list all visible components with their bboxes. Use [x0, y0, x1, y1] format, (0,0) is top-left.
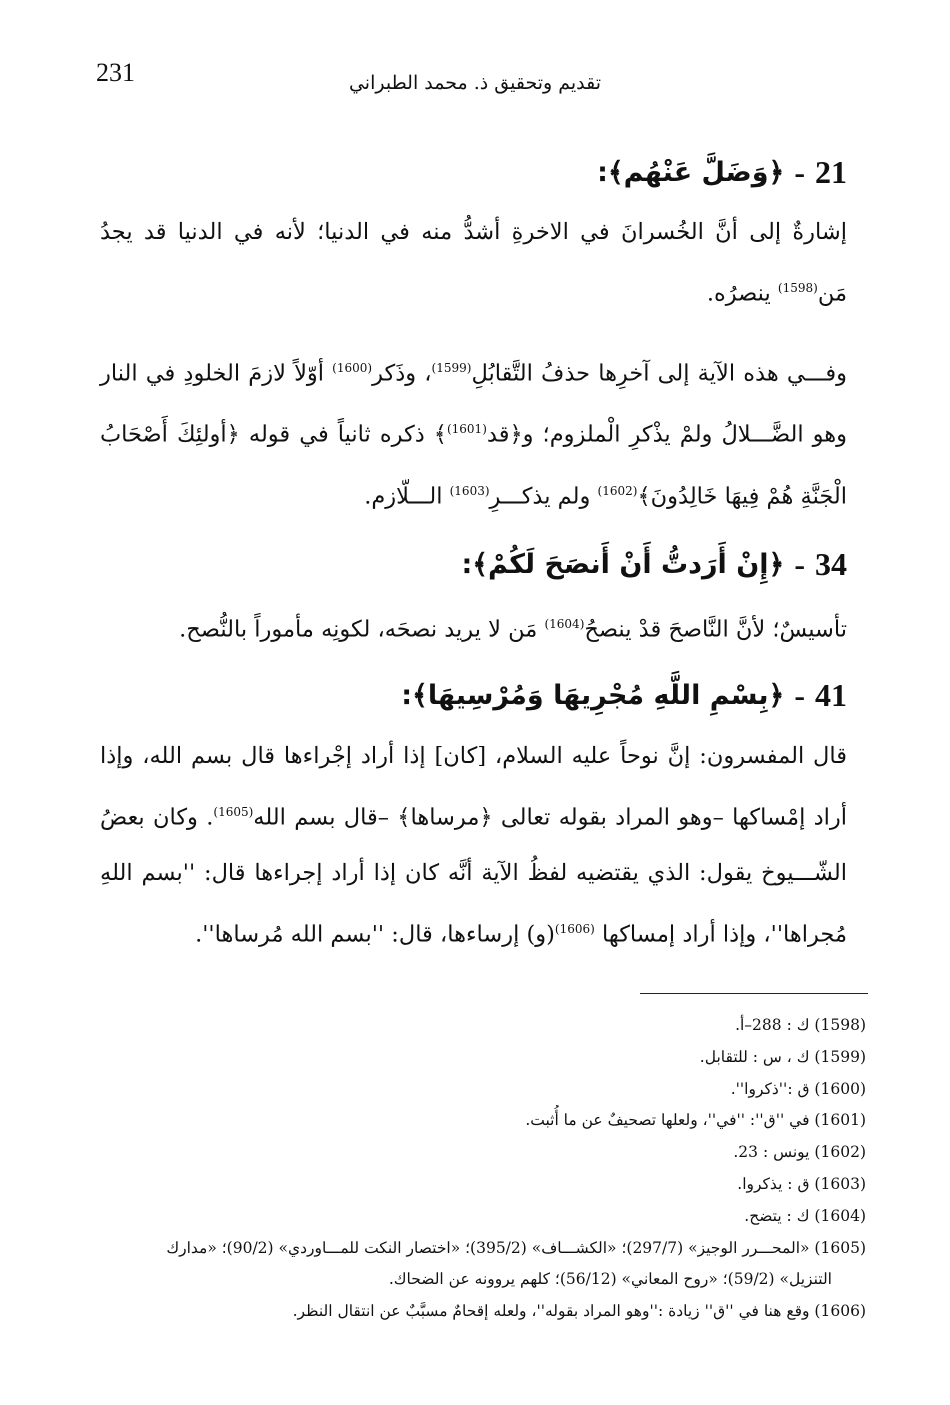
- footnotes: [80, 1010, 866, 1328]
- main-text: [100, 140, 847, 963]
- running-header: تقديم وتحقيق ذ. محمد الطبراني: [348, 72, 602, 94]
- footnote: [80, 1296, 866, 1328]
- commentary-paragraph: [100, 204, 847, 322]
- footnote: [80, 1010, 866, 1042]
- footnote: [80, 1105, 866, 1137]
- verse-number: 41: [815, 677, 847, 713]
- paragraph-text: ينصرُه.: [706, 280, 778, 307]
- verse-dash: -: [794, 677, 805, 713]
- verse-dash: -: [794, 153, 805, 190]
- footnote-ref[interactable]: (1603): [449, 483, 490, 498]
- paragraph-text: مَن لا يريد نصحَه، لكونِه مأموراً بالنُّصح.: [179, 616, 545, 643]
- footnote-ref[interactable]: (1602): [597, 483, 638, 498]
- paragraph-text: (و) إرساءها، قال: ''بسم الله مُرساها''.: [195, 921, 555, 948]
- paragraph-text: تأسيسٌ؛ لأنَّ النَّاصحَ قدْ ينصحُ: [584, 616, 847, 643]
- footnote-text: «المحـــرر الوجيز» (297/7)؛ «الكشـــاف» (395/2)؛ «اختصار النكت للمـــاوردي» (90/2)؛ «مدارك: [166, 1238, 815, 1257]
- paragraph-text: مَن: [817, 280, 847, 307]
- verse-number: 34: [815, 545, 847, 582]
- paragraph-text: الـــلّازم.: [364, 483, 450, 509]
- footnote-text: ك : 288–أ.: [735, 1016, 815, 1034]
- footnote-text: يونس : 23.: [733, 1143, 815, 1162]
- verse-quote: ﴿إِنْ أَرَدتُّ أَنْ أَنصَحَ لَكُمْ﴾:: [461, 548, 785, 580]
- paragraph-text: . وكان بعضُ الشّـــيوخ يقول: الذي يقتضيه لفظُ الآية أنَّه كان إذا أراد إجراءها قال: ''بسم اللهِ مُجراها''، وإذا أراد إمساكها: [100, 804, 847, 948]
- footnote-ref[interactable]: (1598): [777, 281, 818, 295]
- paragraph-text: ﴾ ذكره ثانياً في قوله ﴿أولئِكَ أَصْحَابُ الْجَنَّةِ هُمْ فِيهَا خَالِدُونَ﴾: [100, 421, 847, 509]
- paragraph-text: أوّلاً لازمَ الخلودِ في النار وهو الضَّـــلالُ ولمْ يذْكرِ الْملزوم؛ و﴿قد: [100, 360, 848, 448]
- paragraph-text: إشارةٌ إلى أنَّ الخُسرانَ في الاخرةِ أشدُّ منه في الدنيا؛ لأنه في الدنيا قد يجدُ: [100, 219, 847, 245]
- footnote: [80, 1201, 866, 1233]
- paragraph-text: ولم يذكـــرِ: [489, 483, 598, 509]
- footnote-text: وقع هنا في ''ق'' زيادة :''وهو المراد بقوله''، ولعله إقحامٌ مسبَّبٌ عن انتقال النظر.: [292, 1302, 815, 1321]
- footnote-text: في ''ق'': ''في''، ولعلها تصحيفٌ عن ما أُثبت.: [525, 1111, 815, 1130]
- footnote: [80, 1042, 866, 1074]
- verse-quote: ﴿وَضَلَّ عَنْهُم﴾:: [597, 156, 785, 188]
- footnote: [80, 1169, 866, 1201]
- footnote-number: (1599): [814, 1047, 866, 1066]
- footnote-text: ق :''ذكروا''.: [730, 1079, 815, 1098]
- footnote-number: (1603): [814, 1174, 866, 1193]
- footnote-number: (1602): [814, 1143, 866, 1162]
- commentary-paragraph: [100, 728, 847, 963]
- paragraph-text: قال المفسرون: إنَّ نوحاً عليه السلام، [كان] إذا أراد إجْراءها قال بسم الله، وإذا أراد إمْساكها –وهو المراد بقوله تعالى ﴿مرساها﴾ –قال بسم الله: [100, 742, 848, 830]
- footnote-number: (1604): [814, 1206, 866, 1225]
- verse-heading-34: [100, 532, 847, 596]
- footnote-continuation: [80, 1264, 866, 1296]
- footnote-number: (1601): [814, 1111, 866, 1130]
- verse-number: 21: [815, 153, 847, 190]
- verse-dash: -: [794, 545, 805, 582]
- verse-heading-21: [100, 140, 847, 204]
- paragraph-text: ، وذَكر: [372, 360, 432, 386]
- footnote-text: ك ، س : للتقابل.: [699, 1047, 815, 1066]
- footnote-divider: [640, 993, 868, 994]
- footnote-ref[interactable]: (1599): [431, 360, 472, 375]
- footnote-ref[interactable]: (1606): [554, 922, 595, 936]
- commentary-paragraph: [100, 340, 847, 525]
- footnote: [80, 1233, 866, 1265]
- footnote-number: (1600): [814, 1079, 866, 1098]
- commentary-paragraph: [100, 596, 847, 658]
- footnote-number: (1606): [814, 1302, 866, 1321]
- footnote-text: ق : يذكروا.: [737, 1174, 815, 1193]
- verse-quote: ﴿بِسْمِ اللَّهِ مُجْرِيهَا وَمُرْسِيهَا﴾:: [401, 680, 785, 711]
- footnote-number: (1605): [814, 1238, 866, 1257]
- footnote-text: التنزيل» (59/2)؛ «روح المعاني» (56/12)؛ كلهم يروونه عن الضحاك.: [388, 1270, 832, 1289]
- page-number: 231: [96, 58, 135, 87]
- footnote-ref[interactable]: (1604): [544, 617, 585, 631]
- footnote-ref[interactable]: (1601): [446, 422, 487, 436]
- footnote: [80, 1074, 866, 1106]
- footnote-ref[interactable]: (1600): [332, 360, 373, 375]
- footnote-text: ك : يتضح.: [744, 1206, 815, 1225]
- footnote: [80, 1137, 866, 1169]
- verse-heading-41: [100, 664, 847, 728]
- paragraph-text: وفـــي هذه الآية إلى آخرِها حذفُ التَّقابُلِ: [471, 360, 847, 386]
- footnote-number: (1598): [814, 1016, 866, 1034]
- footnote-ref[interactable]: (1605): [213, 804, 254, 819]
